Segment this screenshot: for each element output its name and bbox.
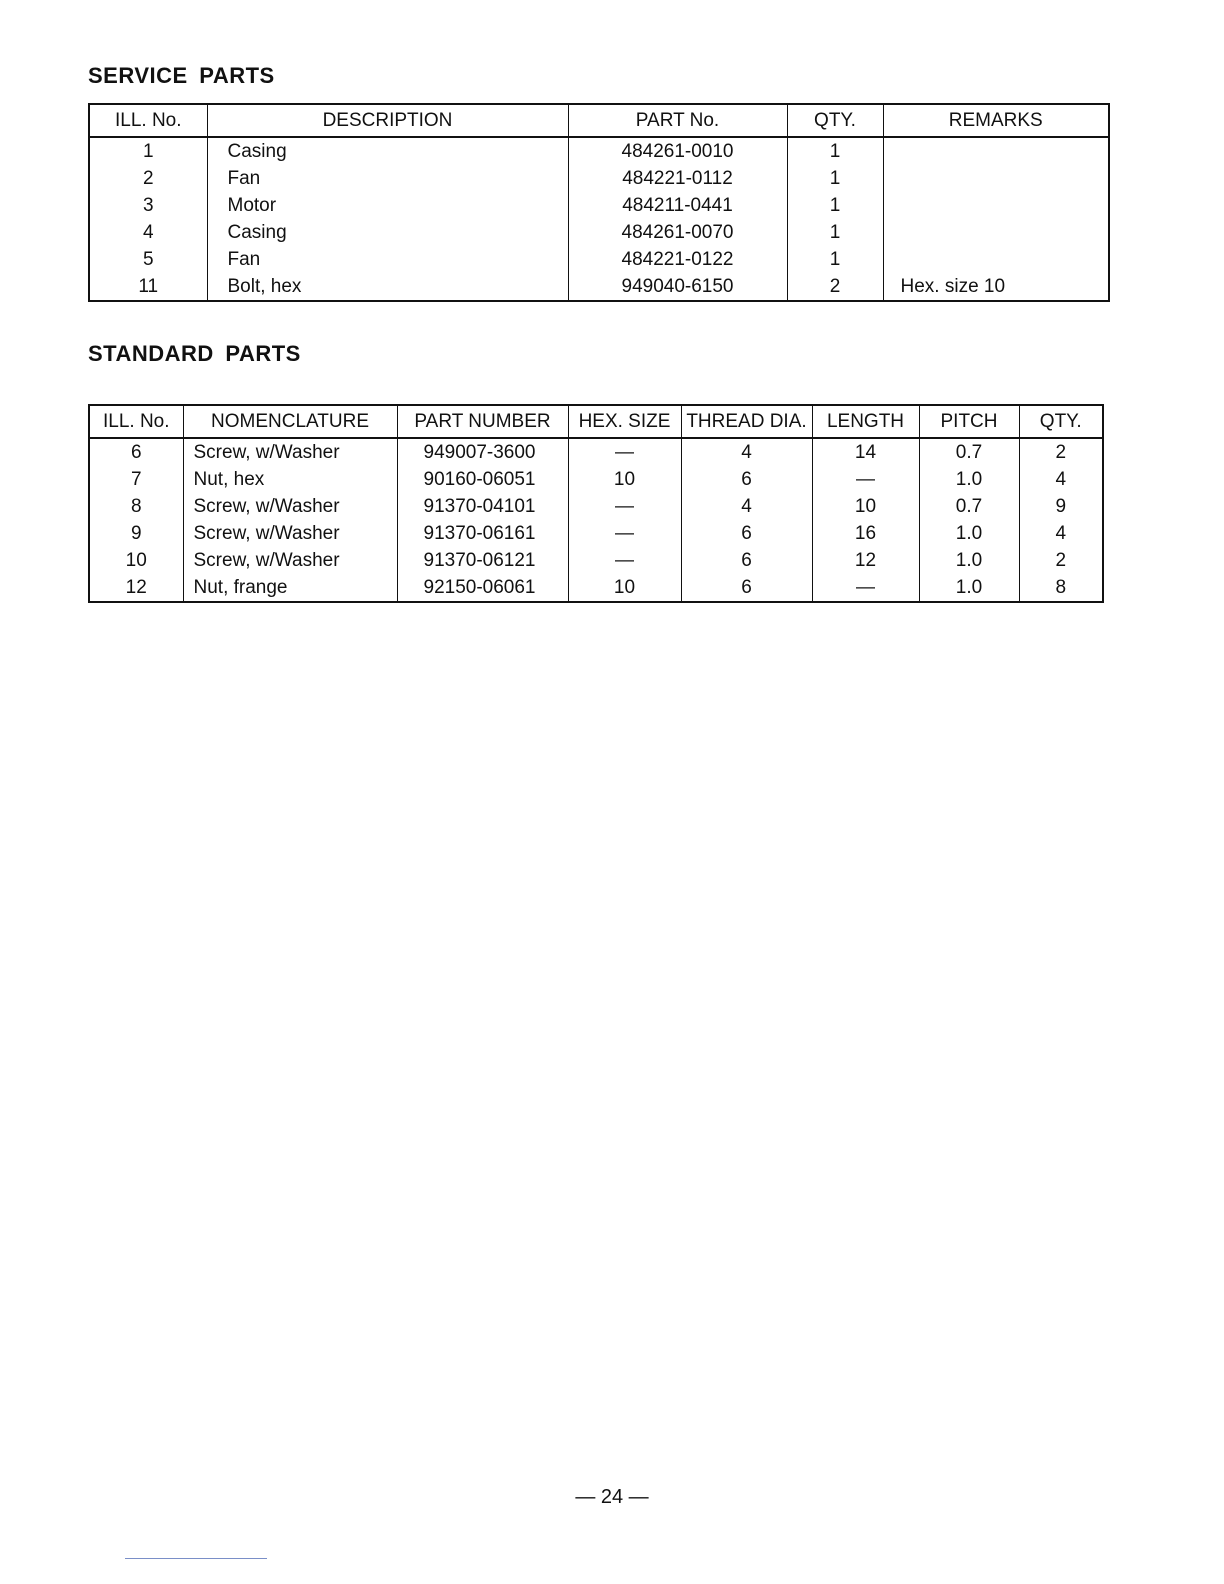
cell-description: Fan xyxy=(207,165,568,192)
column-header-hex-size: HEX. SIZE xyxy=(568,405,681,438)
column-header-part-no: PART No. xyxy=(568,104,787,137)
cell-pitch: 0.7 xyxy=(919,493,1019,520)
standard-parts-table xyxy=(88,404,1104,603)
cell-nomenclature: Screw, w/Washer xyxy=(183,547,397,574)
cell-pitch: 0.7 xyxy=(919,438,1019,466)
table-row xyxy=(89,246,1109,273)
cell-nomenclature: Screw, w/Washer xyxy=(183,520,397,547)
cell-remarks: Hex. size 10 xyxy=(883,273,1109,301)
column-header-nomenclature: NOMENCLATURE xyxy=(183,405,397,438)
cell-part-number: 91370-04101 xyxy=(397,493,568,520)
cell-length: — xyxy=(812,466,919,493)
cell-part-number: 91370-06121 xyxy=(397,547,568,574)
cell-description: Casing xyxy=(207,137,568,165)
column-header-ill-no: ILL. No. xyxy=(89,104,207,137)
cell-hex-size: 10 xyxy=(568,574,681,602)
column-header-pitch: PITCH xyxy=(919,405,1019,438)
cell-thread-dia: 4 xyxy=(681,493,812,520)
standard-parts-title: STANDARD PARTS xyxy=(88,341,301,366)
table-row xyxy=(89,192,1109,219)
cell-ill-no: 1 xyxy=(142,140,154,162)
column-header-remarks: REMARKS xyxy=(883,104,1109,137)
cell-qty: 4 xyxy=(1019,520,1103,547)
cell-part-no: 484211-0441 xyxy=(568,192,787,219)
service-parts-title: SERVICE PARTS xyxy=(88,63,275,88)
cell-thread-dia: 4 xyxy=(681,438,812,466)
cell-part-number: 91370-06161 xyxy=(397,520,568,547)
cell-ill-no: 5 xyxy=(142,248,154,270)
cell-qty: 1 xyxy=(787,219,883,246)
cell-ill-no: 3 xyxy=(142,194,154,216)
column-header-qty: QTY. xyxy=(787,104,883,137)
table-row xyxy=(89,273,1109,301)
column-header-part-number: PART NUMBER xyxy=(397,405,568,438)
cell-hex-size: — xyxy=(568,520,681,547)
table-row xyxy=(89,219,1109,246)
cell-thread-dia: 6 xyxy=(681,547,812,574)
cell-thread-dia: 6 xyxy=(681,574,812,602)
cell-qty: 2 xyxy=(787,273,883,301)
cell-part-no: 484221-0112 xyxy=(568,165,787,192)
column-header-length: LENGTH xyxy=(812,405,919,438)
table-header-row xyxy=(89,104,1109,137)
cell-length: 14 xyxy=(812,438,919,466)
cell-part-no: 484221-0122 xyxy=(568,246,787,273)
cell-ill-no: 7 xyxy=(130,468,142,490)
table-header-row xyxy=(89,405,1103,438)
cell-pitch: 1.0 xyxy=(919,466,1019,493)
cell-hex-size: — xyxy=(568,547,681,574)
cell-thread-dia: 6 xyxy=(681,466,812,493)
table-row xyxy=(89,466,1103,493)
cell-remarks xyxy=(883,165,1109,192)
cell-nomenclature: Nut, frange xyxy=(183,574,397,602)
cell-nomenclature: Screw, w/Washer xyxy=(183,493,397,520)
cell-ill-no: 8 xyxy=(130,495,142,517)
page-number: — 24 — xyxy=(575,1486,649,1508)
cell-qty: 8 xyxy=(1019,574,1103,602)
column-header-thread-dia: THREAD DIA. xyxy=(681,405,812,438)
column-header-ill-no: ILL. No. xyxy=(89,405,183,438)
table-row xyxy=(89,574,1103,602)
cell-hex-size: — xyxy=(568,438,681,466)
cell-qty: 1 xyxy=(787,137,883,165)
cell-pitch: 1.0 xyxy=(919,574,1019,602)
cell-ill-no: 9 xyxy=(130,522,142,544)
cell-part-number: 92150-06061 xyxy=(397,574,568,602)
cell-part-no: 484261-0070 xyxy=(568,219,787,246)
cell-description: Casing xyxy=(207,219,568,246)
cell-length: 16 xyxy=(812,520,919,547)
table-row xyxy=(89,438,1103,466)
cell-remarks xyxy=(883,219,1109,246)
cell-description: Bolt, hex xyxy=(207,273,568,301)
table-row xyxy=(89,165,1109,192)
cell-remarks xyxy=(883,137,1109,165)
table-row xyxy=(89,520,1103,547)
table-row xyxy=(89,137,1109,165)
cell-length: 10 xyxy=(812,493,919,520)
table-row xyxy=(89,493,1103,520)
cell-description: Fan xyxy=(207,246,568,273)
cell-qty: 1 xyxy=(787,192,883,219)
cell-remarks xyxy=(883,246,1109,273)
footer-rule xyxy=(125,1558,267,1559)
cell-part-number: 90160-06051 xyxy=(397,466,568,493)
cell-remarks xyxy=(883,192,1109,219)
column-header-description: DESCRIPTION xyxy=(207,104,568,137)
cell-qty: 9 xyxy=(1019,493,1103,520)
cell-part-no: 484261-0010 xyxy=(568,137,787,165)
cell-ill-no: 12 xyxy=(125,576,147,598)
cell-nomenclature: Nut, hex xyxy=(183,466,397,493)
cell-ill-no: 2 xyxy=(142,167,154,189)
cell-part-number: 949007-3600 xyxy=(397,438,568,466)
column-header-qty: QTY. xyxy=(1019,405,1103,438)
cell-ill-no: 6 xyxy=(130,441,142,463)
cell-hex-size: 10 xyxy=(568,466,681,493)
cell-ill-no: 10 xyxy=(125,549,147,571)
cell-qty: 1 xyxy=(787,246,883,273)
cell-qty: 2 xyxy=(1019,438,1103,466)
service-parts-table xyxy=(88,103,1110,302)
table-row xyxy=(89,547,1103,574)
cell-qty: 4 xyxy=(1019,466,1103,493)
cell-ill-no: 11 xyxy=(138,275,159,297)
cell-qty: 1 xyxy=(787,165,883,192)
cell-length: — xyxy=(812,574,919,602)
cell-ill-no: 4 xyxy=(142,221,154,243)
cell-qty: 2 xyxy=(1019,547,1103,574)
cell-pitch: 1.0 xyxy=(919,547,1019,574)
cell-nomenclature: Screw, w/Washer xyxy=(183,438,397,466)
cell-part-no: 949040-6150 xyxy=(568,273,787,301)
cell-description: Motor xyxy=(207,192,568,219)
cell-hex-size: — xyxy=(568,493,681,520)
cell-length: 12 xyxy=(812,547,919,574)
cell-pitch: 1.0 xyxy=(919,520,1019,547)
cell-thread-dia: 6 xyxy=(681,520,812,547)
